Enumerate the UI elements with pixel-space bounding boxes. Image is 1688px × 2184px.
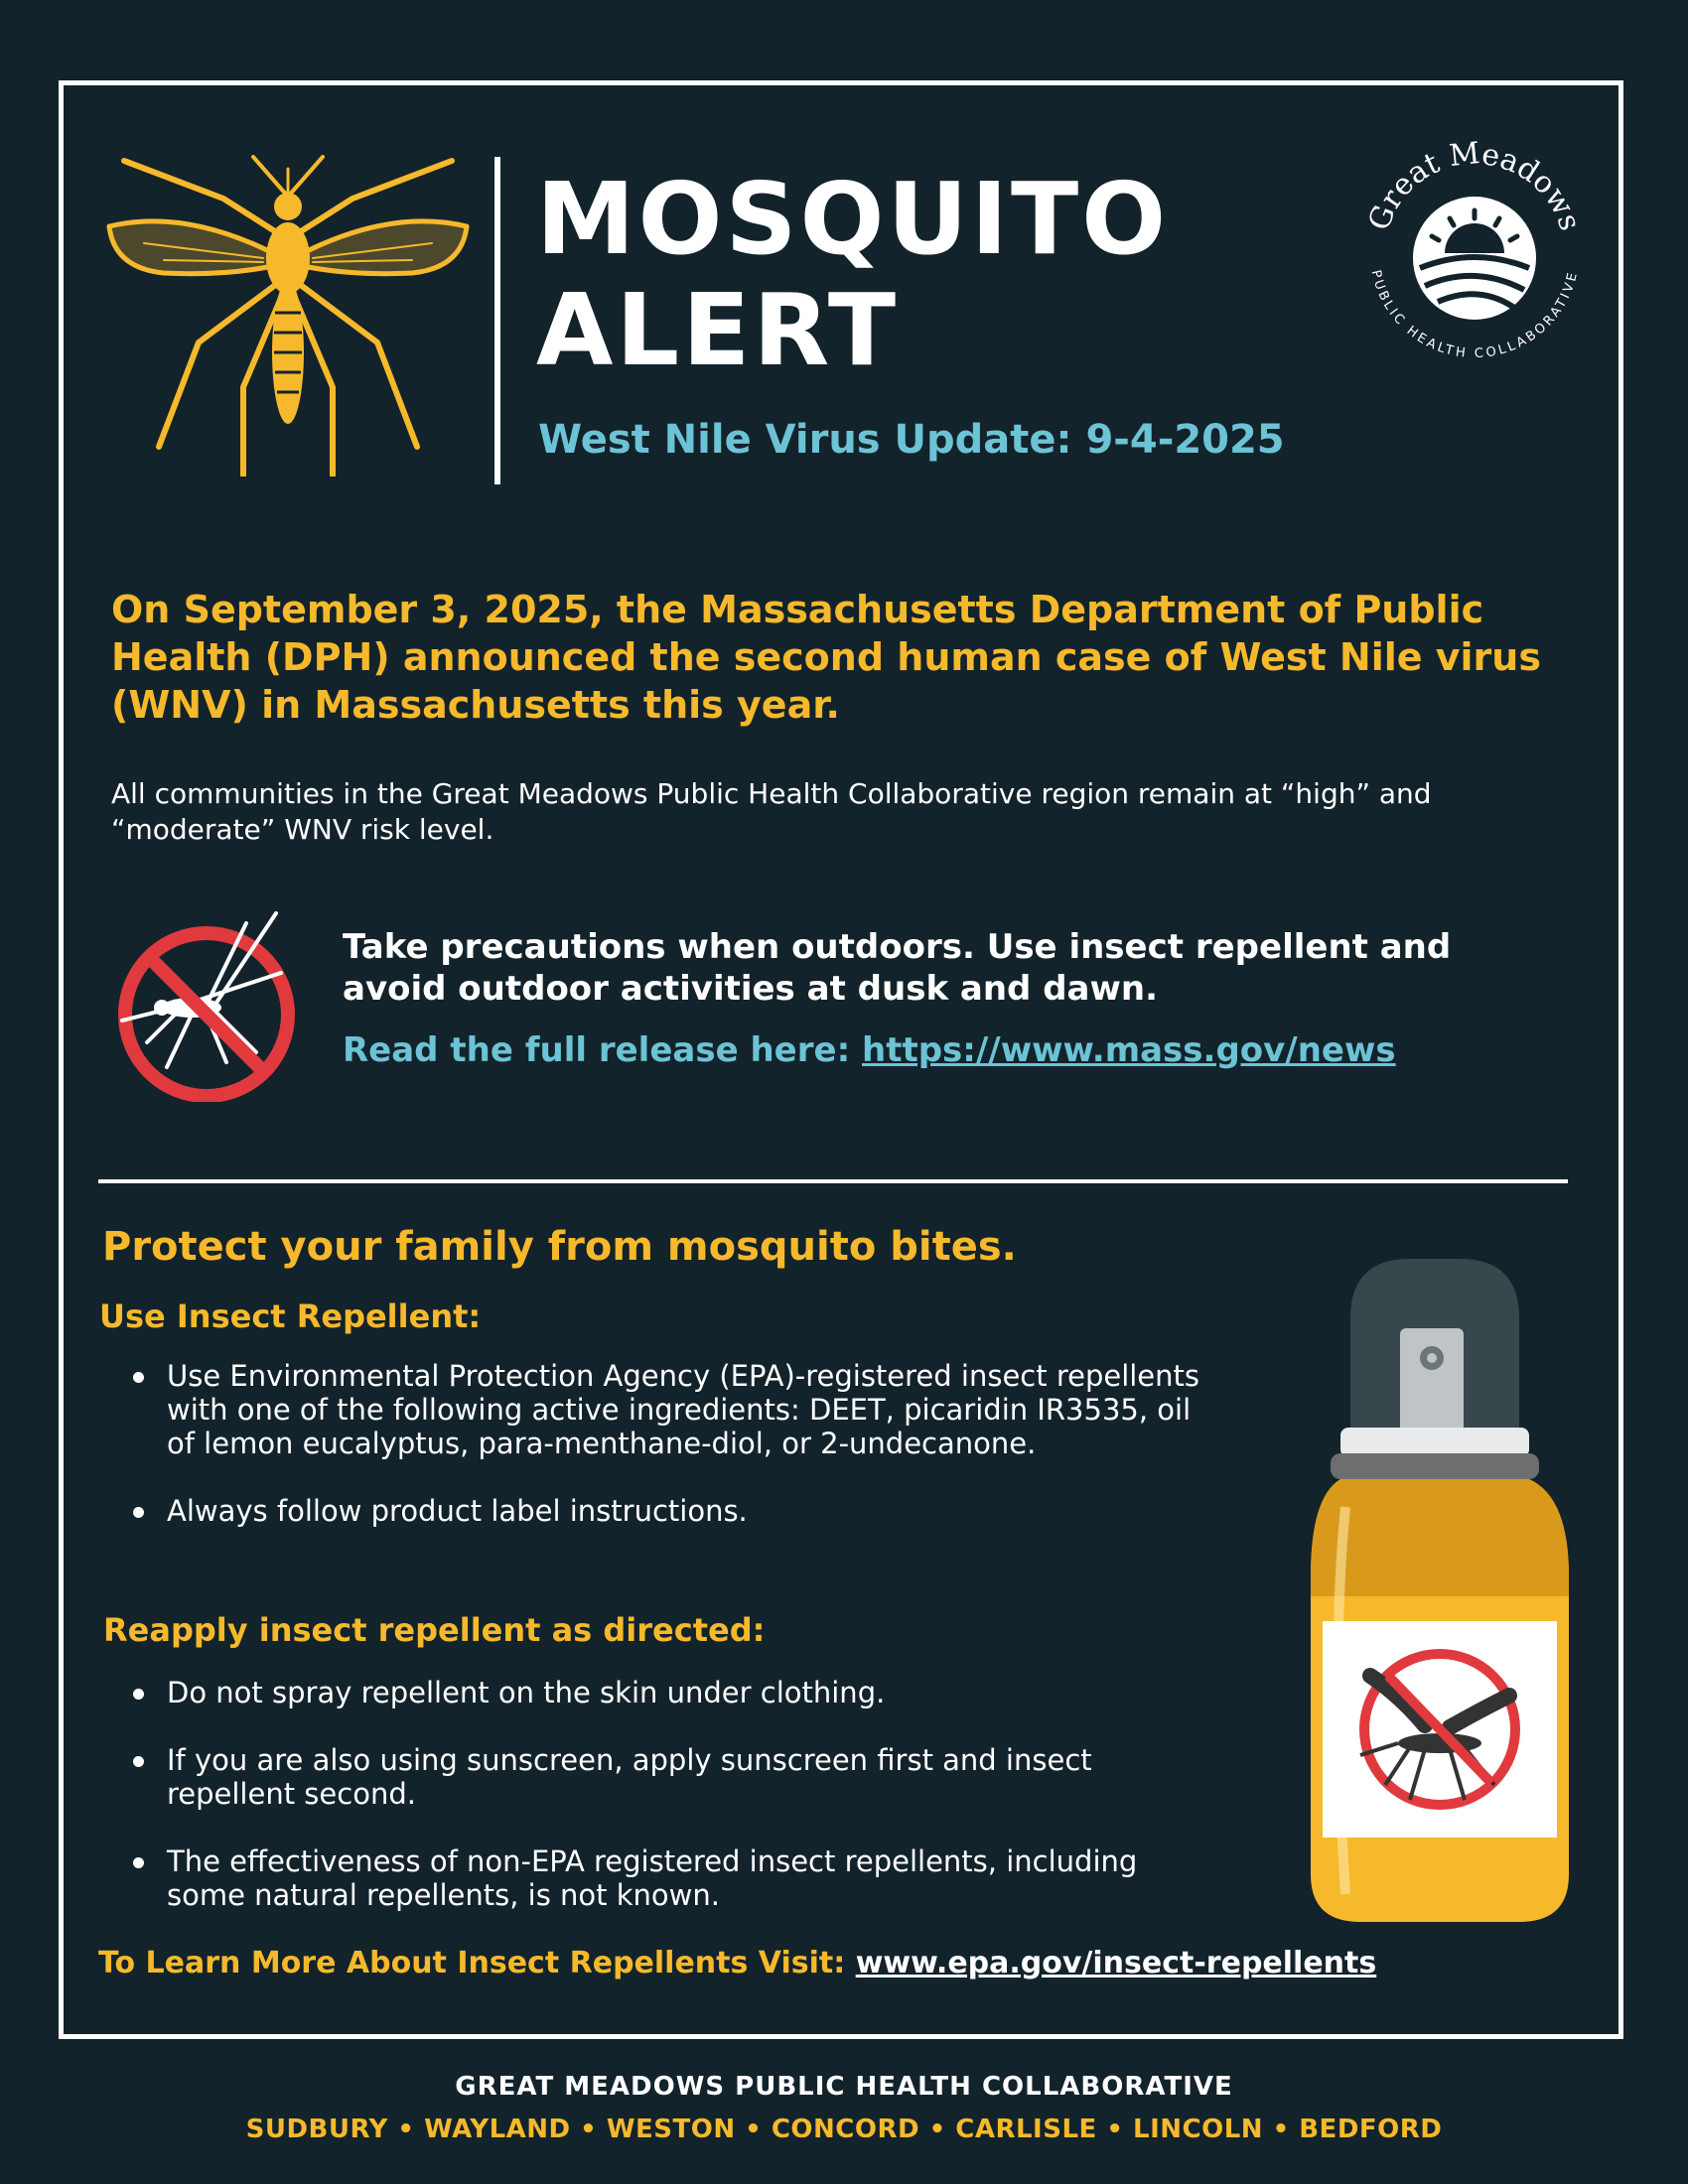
- title-line-1: MOSQUITO: [536, 161, 1170, 277]
- reapply-list: [128, 1676, 1220, 1946]
- great-meadows-logo: [1340, 119, 1609, 387]
- risk-level-text: All communities in the Great Meadows Public Health Collaborative region remain at “high” and “moderate” WNV risk level.: [111, 777, 1432, 846]
- protect-heading: Protect your family from mosquito bites.: [102, 1224, 1017, 1270]
- list-item: If you are also using sunscreen, apply sunscreen first and insect repellent second.: [128, 1743, 1220, 1811]
- repellent-bottle-icon: [1301, 1259, 1579, 1924]
- release-link[interactable]: https://www.mass.gov/news: [862, 1030, 1396, 1070]
- reapply-heading: Reapply insect repellent as directed:: [103, 1611, 766, 1649]
- logo-top-text: Great Meadows: [1361, 136, 1588, 235]
- title-line-2: ALERT: [536, 272, 900, 388]
- precaution-text: Take precautions when outdoors. Use insect repellent and avoid outdoor activities at dusk and dawn.: [343, 927, 1452, 1009]
- release-line: [343, 1030, 1396, 1070]
- epa-link[interactable]: www.epa.gov/insect-repellents: [855, 1946, 1377, 1980]
- logo-bottom-text: PUBLIC HEALTH COLLABORATIVE: [1367, 268, 1582, 362]
- mosquito-icon: [104, 149, 472, 477]
- sunrise-logo-icon: [1413, 197, 1536, 320]
- list-item: Always follow product label instructions.: [128, 1494, 1220, 1528]
- list-item: The effectiveness of non-EPA registered insect repellents, including some natural repellents, is not known.: [128, 1844, 1220, 1912]
- page-title: [536, 161, 1291, 388]
- list-item: Use Environmental Protection Agency (EPA)-registered insect repellents with one of the following active ingredients: DEET, picaridin IR3535, oil of lemon eucalyptus, para-menthane-diol, or 2-undecanone.: [128, 1359, 1220, 1460]
- learn-more-line: [98, 1946, 1376, 1980]
- section-divider: [98, 1179, 1568, 1183]
- announcement-text: On September 3, 2025, the Massachusetts Department of Public Health (DPH) announced the second human case of West Nile virus (WNV) in Massachusetts this year.: [111, 588, 1541, 727]
- learn-more-label: To Learn More About Insect Repellents Visit:: [98, 1946, 856, 1980]
- update-subtitle: West Nile Virus Update: 9-4-2025: [538, 417, 1285, 463]
- use-repellent-list: [128, 1359, 1220, 1562]
- use-repellent-heading: Use Insect Repellent:: [99, 1297, 482, 1335]
- release-label: Read the full release here:: [343, 1030, 862, 1070]
- footer-towns: SUDBURY • WAYLAND • WESTON • CONCORD • CARLISLE • LINCOLN • BEDFORD: [245, 2115, 1443, 2144]
- footer-org-name: GREAT MEADOWS PUBLIC HEALTH COLLABORATIVE: [455, 2072, 1233, 2102]
- header-divider: [494, 157, 500, 484]
- no-mosquito-icon: [107, 903, 306, 1102]
- list-item: Do not spray repellent on the skin under clothing.: [128, 1676, 1220, 1709]
